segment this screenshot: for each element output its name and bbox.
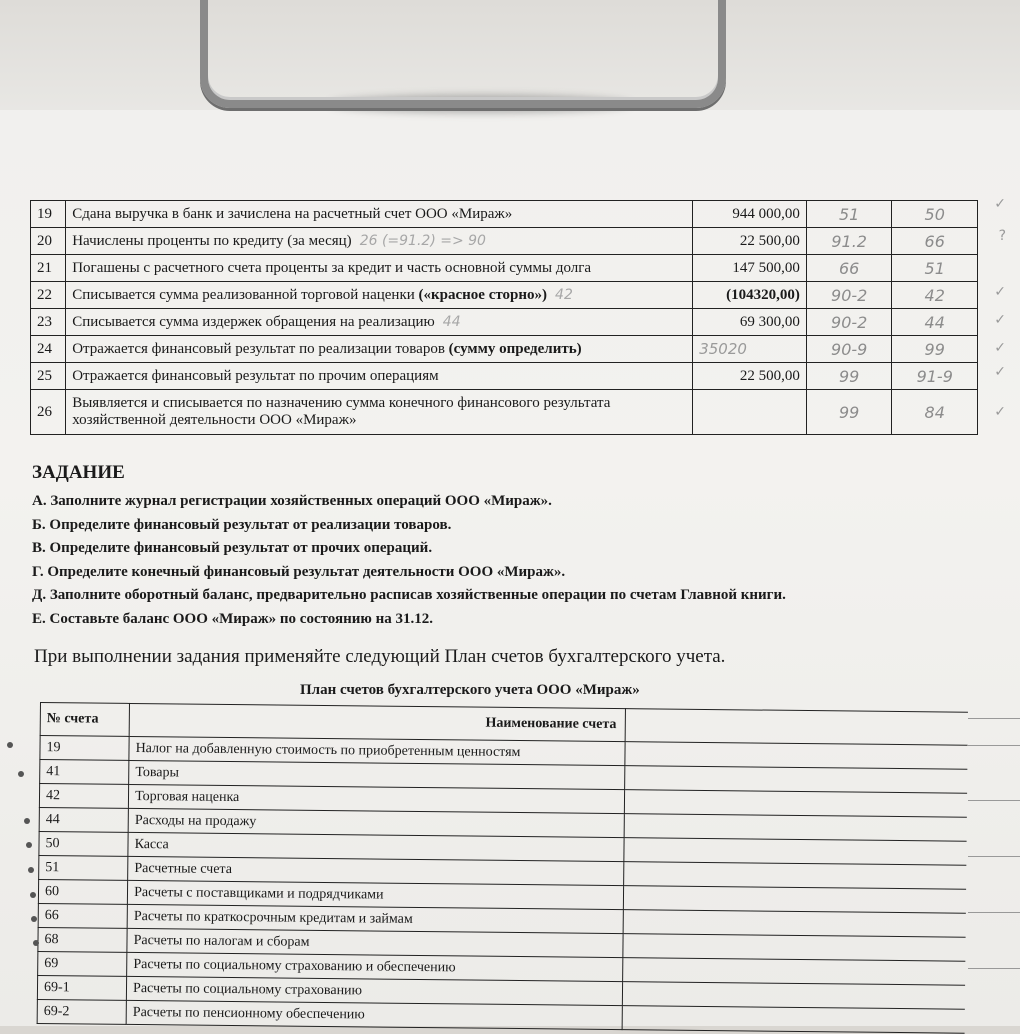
operation-description-text: Погашены с расчетного счета проценты за кредит и часть основной суммы долга bbox=[72, 259, 592, 276]
operation-description-text: Списывается сумма реализованной торговой наценки bbox=[72, 286, 419, 303]
operation-amount: 69 300,00 bbox=[693, 309, 807, 336]
ruling-line bbox=[968, 856, 1020, 857]
operation-amount: 944 000,00 bbox=[693, 201, 807, 228]
intro-text: При выполнении задания применяйте следующий План счетов бухгалтерского учета. bbox=[34, 646, 726, 667]
account-number: 68 bbox=[38, 927, 127, 952]
blank-cell bbox=[623, 838, 966, 866]
hole-punch-dot bbox=[28, 867, 34, 873]
operation-amount: 22 500,00 bbox=[693, 363, 807, 390]
account-name: Касса bbox=[128, 832, 624, 861]
debit-account: 99 bbox=[806, 390, 892, 435]
operation-description-bold: (сумму определить) bbox=[448, 340, 582, 357]
operation-number: 20 bbox=[31, 228, 66, 255]
account-name: Расходы на продажу bbox=[128, 808, 624, 837]
operation-description bbox=[66, 390, 693, 435]
ruling-line bbox=[968, 800, 1020, 801]
operation-amount: 22 500,00 bbox=[693, 228, 807, 255]
credit-account-value: 84 bbox=[924, 402, 945, 422]
blank-cell bbox=[623, 862, 966, 890]
task-item: Б. Определите финансовый результат от реализации товаров. bbox=[32, 516, 452, 533]
credit-account bbox=[892, 363, 978, 390]
column-header-account-name: Наименование счета bbox=[129, 703, 625, 741]
account-number: 42 bbox=[39, 784, 128, 809]
hole-punch-dot bbox=[7, 742, 13, 748]
credit-account bbox=[892, 255, 978, 282]
account-number: 41 bbox=[40, 760, 129, 785]
debit-account: 91.2 bbox=[806, 228, 892, 255]
operation-number: 22 bbox=[31, 282, 66, 309]
operation-row bbox=[31, 336, 978, 363]
account-name: Торговая наценка bbox=[128, 784, 624, 813]
operation-row bbox=[31, 309, 978, 336]
operation-amount: 35020 bbox=[693, 336, 807, 363]
operation-description bbox=[66, 255, 693, 282]
task-item: Д. Заполните оборотный баланс, предварительно расписав хозяйственные операции по счетам Главной книги. bbox=[32, 587, 786, 603]
column-header-account-number: № счета bbox=[40, 703, 129, 737]
operation-amount: (104320,00) bbox=[693, 282, 807, 309]
account-number: 69-1 bbox=[37, 975, 126, 1000]
operation-row bbox=[31, 282, 978, 309]
task-item: Е. Составьте баланс ООО «Мираж» по состоянию на 31.12. bbox=[32, 610, 434, 627]
operations-journal-table bbox=[30, 200, 978, 435]
account-name: Расчетные счета bbox=[128, 856, 624, 885]
operation-description bbox=[66, 228, 693, 255]
operation-description-text: Начислены проценты по кредиту (за месяц) bbox=[72, 232, 352, 249]
operation-row bbox=[31, 390, 978, 435]
account-number: 44 bbox=[39, 807, 128, 832]
blank-cell bbox=[624, 790, 967, 818]
credit-account-value: 50 bbox=[924, 204, 945, 224]
account-number: 69-2 bbox=[37, 999, 126, 1024]
blank-cell bbox=[623, 910, 966, 938]
operation-description bbox=[66, 201, 693, 228]
account-name: Расчеты с поставщиками и подрядчиками bbox=[127, 880, 623, 909]
account-number: 19 bbox=[40, 736, 129, 761]
operation-description-bold: («красное сторно») bbox=[418, 286, 548, 303]
ruling-line bbox=[968, 718, 1020, 719]
check-mark-icon: ✓ bbox=[994, 312, 1006, 328]
task-title: ЗАДАНИЕ bbox=[32, 462, 125, 483]
task-item: Г. Определите конечный финансовый результат деятельности ООО «Мираж». bbox=[32, 563, 566, 580]
credit-account bbox=[892, 336, 978, 363]
credit-account-value: 91-9 bbox=[916, 366, 953, 386]
account-number: 69 bbox=[38, 951, 127, 976]
operation-description bbox=[66, 282, 693, 309]
credit-account bbox=[892, 282, 978, 309]
operation-description-text: Сдана выручка в банк и зачислена на расчетный счет ООО «Мираж» bbox=[72, 205, 513, 222]
credit-account bbox=[892, 390, 978, 435]
debit-account: 90-2 bbox=[806, 282, 892, 309]
blank-cell bbox=[622, 1006, 965, 1034]
task-item: А. Заполните журнал регистрации хозяйственных операций ООО «Мираж». bbox=[32, 493, 552, 509]
operation-description bbox=[66, 363, 693, 390]
credit-account bbox=[892, 201, 978, 228]
credit-account-value: 51 bbox=[924, 258, 945, 278]
account-name: Расчеты по социальному страхованию и обеспечению bbox=[127, 952, 623, 981]
blank-cell bbox=[624, 742, 967, 770]
check-mark-icon: ? bbox=[998, 228, 1006, 244]
task-list bbox=[32, 490, 786, 631]
blank-cell bbox=[622, 982, 965, 1010]
debit-account: 90-2 bbox=[806, 309, 892, 336]
operation-row bbox=[31, 201, 978, 228]
debit-account: 90-9 bbox=[806, 336, 892, 363]
account-number: 66 bbox=[38, 903, 127, 928]
credit-account-value: 42 bbox=[924, 285, 945, 305]
operation-amount: 147 500,00 bbox=[693, 255, 807, 282]
ruling-line bbox=[968, 745, 1020, 746]
ruling-line bbox=[968, 912, 1020, 913]
account-name: Расчеты по налогам и сборам bbox=[127, 928, 623, 957]
operation-number: 21 bbox=[31, 255, 66, 282]
hole-punch-dot bbox=[30, 892, 36, 898]
account-number: 50 bbox=[39, 831, 128, 856]
operation-amount bbox=[693, 390, 807, 435]
credit-account-value: 99 bbox=[924, 339, 945, 359]
debit-account: 66 bbox=[806, 255, 892, 282]
operation-description-text: Отражается финансовый результат по прочим операциям bbox=[72, 367, 439, 384]
credit-account bbox=[892, 309, 978, 336]
operation-description bbox=[66, 309, 693, 336]
pencil-note: 42 bbox=[555, 286, 573, 303]
account-name: Товары bbox=[129, 760, 625, 789]
operation-description-text: Списывается сумма издержек обращения на реализацию bbox=[72, 313, 435, 330]
check-mark-icon: ✓ bbox=[994, 404, 1006, 420]
check-mark-icon: ✓ bbox=[994, 364, 1006, 380]
check-mark-icon: ✓ bbox=[994, 196, 1006, 212]
blank-cell bbox=[622, 958, 965, 986]
operation-description-text: Выявляется и списывается по назначению сумма конечного финансового результата хозяйственной деятельности ООО «Мираж» bbox=[72, 395, 611, 428]
hole-punch-dot bbox=[18, 771, 24, 777]
account-name: Расчеты по краткосрочным кредитам и займам bbox=[127, 904, 623, 933]
account-number: 60 bbox=[38, 879, 127, 904]
blank-cell bbox=[623, 886, 966, 914]
account-number: 51 bbox=[39, 855, 128, 880]
check-mark-icon: ✓ bbox=[994, 284, 1006, 300]
credit-account bbox=[892, 228, 978, 255]
ruling-line bbox=[968, 968, 1020, 969]
metal-clip bbox=[200, 0, 726, 108]
operation-row bbox=[31, 228, 978, 255]
check-mark-icon: ✓ bbox=[994, 340, 1006, 356]
hole-punch-dot bbox=[33, 940, 39, 946]
operation-number: 19 bbox=[31, 201, 66, 228]
blank-cell bbox=[624, 766, 967, 794]
chart-of-accounts-table bbox=[37, 702, 968, 1034]
hole-punch-dot bbox=[24, 818, 30, 824]
chart-of-accounts-title: План счетов бухгалтерского учета ООО «Мираж» bbox=[300, 682, 640, 698]
blank-cell bbox=[624, 814, 967, 842]
operation-number: 23 bbox=[31, 309, 66, 336]
blank-cell bbox=[622, 934, 965, 962]
operation-row bbox=[31, 363, 978, 390]
operation-number: 24 bbox=[31, 336, 66, 363]
task-item: В. Определите финансовый результат от прочих операций. bbox=[32, 540, 433, 556]
operation-description-text: Отражается финансовый результат по реализации товаров bbox=[72, 340, 449, 357]
account-name: Расчеты по пенсионному обеспечению bbox=[126, 1000, 622, 1029]
operation-description bbox=[66, 336, 693, 363]
hole-punch-dot bbox=[26, 842, 32, 848]
account-name: Расчеты по социальному страхованию bbox=[126, 976, 622, 1005]
pencil-note: 44 bbox=[442, 313, 461, 330]
pencil-note: 26 (=91.2) => 90 bbox=[359, 232, 486, 249]
operation-number: 25 bbox=[31, 363, 66, 390]
operation-number: 26 bbox=[31, 390, 66, 435]
credit-account-value: 44 bbox=[924, 312, 945, 332]
account-name: Налог на добавленную стоимость по приобретенным ценностям bbox=[129, 736, 625, 765]
credit-account-value: 66 bbox=[924, 231, 945, 251]
debit-account: 99 bbox=[806, 363, 892, 390]
debit-account: 51 bbox=[806, 201, 892, 228]
operation-row bbox=[31, 255, 978, 282]
hole-punch-dot bbox=[31, 916, 37, 922]
column-header-blank bbox=[625, 709, 968, 746]
